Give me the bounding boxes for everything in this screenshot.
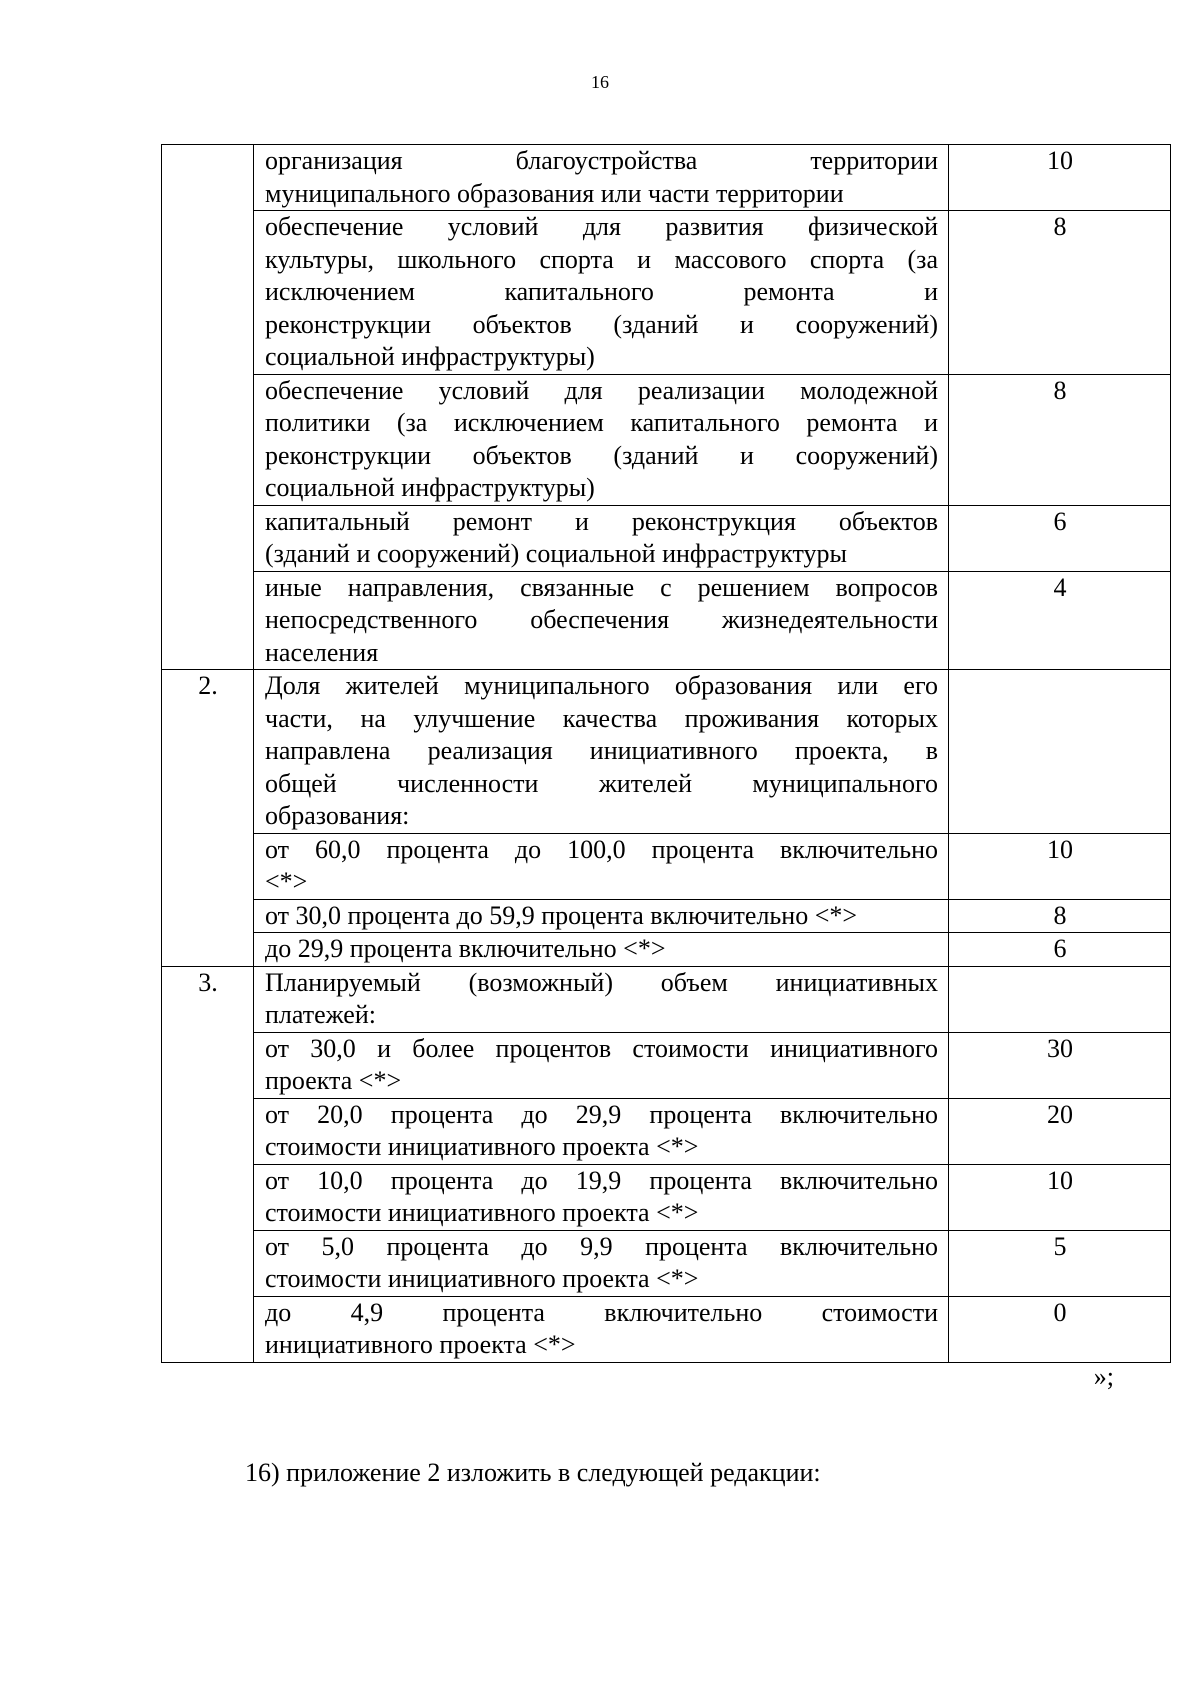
score-cell: 8 (949, 374, 1171, 505)
description-line: до 4,9 процента включительно стоимости (265, 1297, 938, 1327)
criterion-description-cell (254, 670, 949, 834)
criterion-description-cell (254, 145, 949, 211)
criteria-table (161, 144, 1171, 1363)
table-row (162, 1296, 1171, 1362)
criteria-table-body (162, 145, 1171, 1363)
row-number-cell (162, 1296, 254, 1362)
description-line: иные направления, связанные с решением вопросов (265, 572, 938, 602)
description-line: исключением капитального ремонта и (265, 277, 938, 306)
description-line: политики (за исключением капитального ремонта и (265, 408, 938, 437)
score-cell: 8 (949, 211, 1171, 375)
table-row (162, 670, 1171, 834)
table-row (162, 374, 1171, 505)
criterion-description-cell (254, 1296, 949, 1362)
row-number-cell: 2. (162, 670, 254, 834)
description-line: стоимости инициативного проекта <*> (265, 1198, 699, 1227)
score-cell: 6 (949, 933, 1171, 967)
criterion-description-cell (254, 211, 949, 375)
criterion-description-cell (254, 933, 949, 967)
description-line: обеспечение условий для реализации молодежной (265, 375, 938, 405)
closing-quote: »; (1093, 1362, 1114, 1391)
table-row (162, 933, 1171, 967)
row-number-cell (162, 1032, 254, 1098)
row-number-cell (162, 933, 254, 967)
description-line: от 30,0 процента до 59,9 процента включительно <*> (265, 900, 858, 930)
description-line: культуры, школьного спорта и массового спорта (за (265, 244, 938, 274)
table-row (162, 966, 1171, 1032)
description-line: проекта <*> (265, 1066, 402, 1095)
criterion-description-cell (254, 1164, 949, 1230)
description-line: части, на улучшение качества проживания которых (265, 703, 938, 733)
row-number-cell (162, 1230, 254, 1296)
row-number-cell (162, 505, 254, 571)
description-line: <*> (265, 867, 308, 896)
description-line: социальной инфраструктуры) (265, 342, 595, 371)
description-line: стоимости инициативного проекта <*> (265, 1264, 699, 1293)
description-line: организация благоустройства территории (265, 146, 938, 175)
description-line: платежей: (265, 1000, 376, 1029)
table-row (162, 571, 1171, 670)
description-line: населения (265, 637, 379, 667)
description-line: муниципального образования или части территории (265, 178, 844, 208)
criterion-description-cell (254, 899, 949, 933)
criterion-description-cell (254, 505, 949, 571)
criterion-description-cell (254, 374, 949, 505)
table-row (162, 1098, 1171, 1164)
score-cell: 30 (949, 1032, 1171, 1098)
amendment-paragraph: 16) приложение 2 изложить в следующей редакции: (245, 1458, 821, 1487)
criterion-description-cell (254, 571, 949, 670)
description-line: непосредственного обеспечения жизнедеятельности (265, 605, 938, 634)
description-line: до 29,9 процента включительно <*> (265, 934, 666, 963)
table-row (162, 505, 1171, 571)
table-row (162, 1032, 1171, 1098)
description-line: капитальный ремонт и реконструкция объектов (265, 506, 938, 536)
score-cell: 8 (949, 899, 1171, 933)
score-cell: 20 (949, 1098, 1171, 1164)
description-line: направлена реализация инициативного проекта, в (265, 736, 938, 765)
table-row (162, 211, 1171, 375)
score-cell: 6 (949, 505, 1171, 571)
row-number-cell (162, 899, 254, 933)
description-line: от 5,0 процента до 9,9 процента включительно (265, 1231, 938, 1261)
criterion-description-cell (254, 833, 949, 899)
description-line: реконструкции объектов (зданий и сооружений) (265, 309, 938, 339)
description-line: стоимости инициативного проекта <*> (265, 1132, 699, 1161)
row-number-cell: 3. (162, 966, 254, 1032)
description-line: от 10,0 процента до 19,9 процента включительно (265, 1165, 938, 1195)
table-row (162, 833, 1171, 899)
description-line: инициативного проекта <*> (265, 1330, 576, 1359)
row-number-cell (162, 374, 254, 505)
table-row (162, 899, 1171, 933)
criterion-description-cell (254, 1032, 949, 1098)
score-cell: 10 (949, 833, 1171, 899)
description-line: Планируемый (возможный) объем инициативных (265, 967, 938, 997)
criterion-description-cell (254, 966, 949, 1032)
description-line: образования: (265, 801, 410, 830)
description-line: обеспечение условий для развития физической (265, 212, 938, 241)
score-cell: 5 (949, 1230, 1171, 1296)
score-cell (949, 670, 1171, 834)
row-number-cell (162, 145, 254, 211)
description-line: от 60,0 процента до 100,0 процента включительно (265, 834, 938, 864)
score-cell: 10 (949, 1164, 1171, 1230)
page-number: 16 (591, 72, 609, 92)
score-cell: 4 (949, 571, 1171, 670)
row-number-cell (162, 571, 254, 670)
description-line: социальной инфраструктуры) (265, 473, 595, 502)
description-line: от 30,0 и более процентов стоимости инициативного (265, 1033, 938, 1063)
description-line: (зданий и сооружений) социальной инфраструктуры (265, 539, 847, 568)
criterion-description-cell (254, 1230, 949, 1296)
description-line: Доля жителей муниципального образования или его (265, 671, 938, 700)
row-number-cell (162, 833, 254, 899)
description-line: общей численности жителей муниципального (265, 768, 938, 798)
table-row (162, 145, 1171, 211)
table-row (162, 1230, 1171, 1296)
row-number-cell (162, 1164, 254, 1230)
score-cell: 0 (949, 1296, 1171, 1362)
criterion-description-cell (254, 1098, 949, 1164)
description-line: реконструкции объектов (зданий и сооружений) (265, 440, 938, 470)
row-number-cell (162, 1098, 254, 1164)
description-line: от 20,0 процента до 29,9 процента включительно (265, 1099, 938, 1129)
score-cell: 10 (949, 145, 1171, 211)
table-row (162, 1164, 1171, 1230)
score-cell (949, 966, 1171, 1032)
row-number-cell (162, 211, 254, 375)
